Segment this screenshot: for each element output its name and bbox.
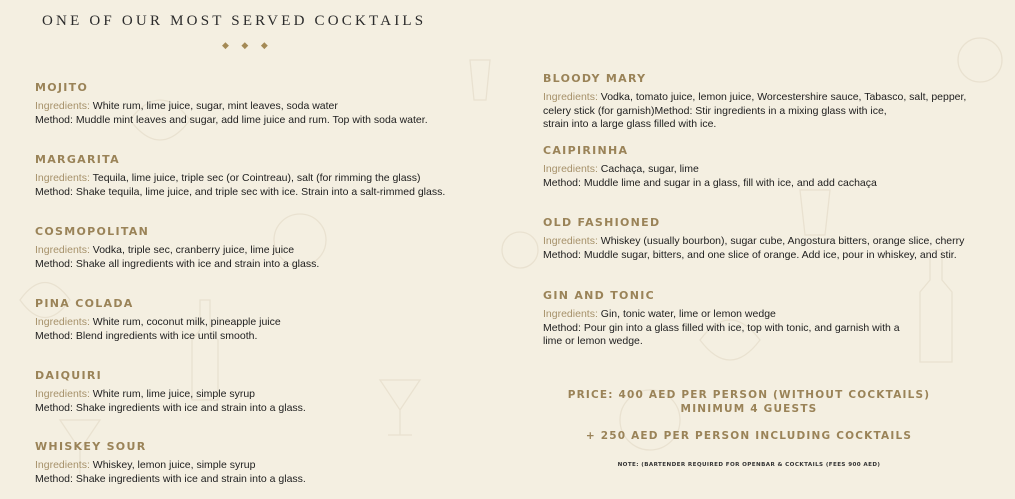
ingredients-text: Whiskey (usually bourbon), sugar cube, Angostura bitters, orange slice, cherry: [600, 235, 965, 247]
cocktail-item-caipirinha: [543, 144, 1003, 190]
ingredients-text: Tequila, lime juice, triple sec (or Cointreau), salt (for rimming the glass): [92, 172, 421, 184]
minimum-guests: MINIMUM 4 GUESTS: [680, 403, 818, 415]
ingredients-text: Whiskey, lemon juice, simple syrup: [92, 459, 256, 471]
cocktail-ingredients: [35, 316, 505, 330]
cocktail-name: OLD FASHIONED: [543, 216, 661, 229]
cocktail-name: COSMOPOLITAN: [35, 225, 150, 238]
cocktail-ingredients: [543, 91, 1003, 105]
ingredients-label: Ingredients:: [35, 172, 90, 184]
cocktail-name: PINA COLADA: [35, 297, 134, 310]
cocktail-ingredients: [35, 100, 505, 114]
cocktail-name: CAIPIRINHA: [543, 144, 629, 157]
ingredients-label: Ingredients:: [35, 388, 90, 400]
ingredients-text: White rum, lime juice, sugar, mint leaves, soda water: [92, 100, 338, 112]
cocktail-ingredients: [543, 163, 1003, 177]
cocktail-ingredients: [543, 308, 1003, 322]
cocktail-item-old-fashioned: [543, 216, 1003, 262]
cocktail-method: strain into a large glass filled with ice.: [543, 118, 717, 130]
ingredients-text: White rum, coconut milk, pineapple juice: [92, 316, 281, 328]
ingredients-label: Ingredients:: [543, 91, 598, 103]
cocktail-method-cont: lime or lemon wedge.: [543, 335, 643, 347]
cocktail-ingredients-cont: celery stick (for garnish)Method: Stir ingredients in a mixing glass with ice,: [543, 104, 887, 117]
cocktail-name: DAIQUIRI: [35, 369, 103, 382]
ingredients-text: Cachaça, sugar, lime: [600, 163, 699, 175]
cocktail-name: MARGARITA: [35, 153, 120, 166]
ingredients-label: Ingredients:: [543, 235, 598, 247]
ingredients-label: Ingredients:: [35, 459, 90, 471]
cocktail-method: Method: Blend ingredients with ice until smooth.: [35, 329, 258, 342]
ingredients-label: Ingredients:: [35, 244, 90, 256]
cocktail-ingredients: [35, 244, 505, 258]
cocktail-method: Method: Muddle lime and sugar in a glass, fill with ice, and add cachaça: [543, 176, 877, 189]
ingredients-label: Ingredients:: [543, 308, 598, 320]
cocktail-method: Method: Shake all ingredients with ice and strain into a glass.: [35, 257, 320, 270]
cocktail-name: BLOODY MARY: [543, 72, 647, 85]
cocktail-name: WHISKEY SOUR: [35, 440, 147, 453]
ingredients-label: Ingredients:: [35, 316, 90, 328]
cocktail-item-pina-colada: [35, 297, 505, 343]
cocktail-price: + 250 AED PER PERSON INCLUDING COCKTAILS: [585, 430, 913, 442]
cocktail-item-daiquiri: [35, 369, 505, 415]
cocktail-name: GIN AND TONIC: [543, 289, 655, 302]
ingredients-text: Vodka, tomato juice, lemon juice, Worcestershire sauce, Tabasco, salt, pepper,: [600, 91, 967, 103]
cocktail-method: Method: Shake ingredients with ice and strain into a glass.: [35, 472, 306, 485]
price-line: PRICE: 400 AED PER PERSON (WITHOUT COCKTAILS): [567, 389, 931, 401]
ingredients-text: Gin, tonic water, lime or lemon wedge: [600, 308, 776, 320]
title-divider: ◆ ◆ ◆: [222, 40, 273, 50]
cocktail-name: MOJITO: [35, 81, 89, 94]
cocktail-ingredients: [35, 459, 505, 473]
cocktail-item-cosmopolitan: [35, 225, 505, 271]
cocktail-ingredients: [543, 235, 1003, 249]
cocktail-method: Method: Muddle mint leaves and sugar, add lime juice and rum. Top with soda water.: [35, 113, 428, 126]
cocktail-method: Method: Muddle sugar, bitters, and one slice of orange. Add ice, pour in whiskey, and stir.: [543, 248, 957, 261]
cocktail-method: Method: Shake tequila, lime juice, and triple sec with ice. Strain into a salt-rimmed glass.: [35, 185, 446, 198]
ingredients-label: Ingredients:: [35, 100, 90, 112]
page-title: ONE OF OUR MOST SERVED COCKTAILS: [42, 13, 427, 29]
ingredients-text: Vodka, triple sec, cranberry juice, lime juice: [92, 244, 295, 256]
cocktail-ingredients: [35, 388, 505, 402]
cocktail-item-margarita: [35, 153, 505, 199]
cocktail-item-gin-and-tonic: [543, 289, 1003, 349]
bartender-note: NOTE: (BARTENDER REQUIRED FOR OPENBAR & COCKTAILS (FEES 900 AED): [617, 462, 881, 468]
cocktail-item-whiskey-sour: [35, 440, 505, 486]
cocktail-item-mojito: [35, 81, 505, 127]
cocktail-item-bloody-mary: [543, 72, 1003, 132]
ingredients-label: Ingredients:: [543, 163, 598, 175]
cocktail-ingredients: [35, 172, 505, 186]
cocktail-method: Method: Shake ingredients with ice and strain into a glass.: [35, 401, 306, 414]
lime-sketch-4: [502, 232, 538, 268]
ingredients-text: White rum, lime juice, simple syrup: [92, 388, 256, 400]
cocktail-method: Method: Pour gin into a glass filled with ice, top with tonic, and garnish with a: [543, 321, 900, 334]
